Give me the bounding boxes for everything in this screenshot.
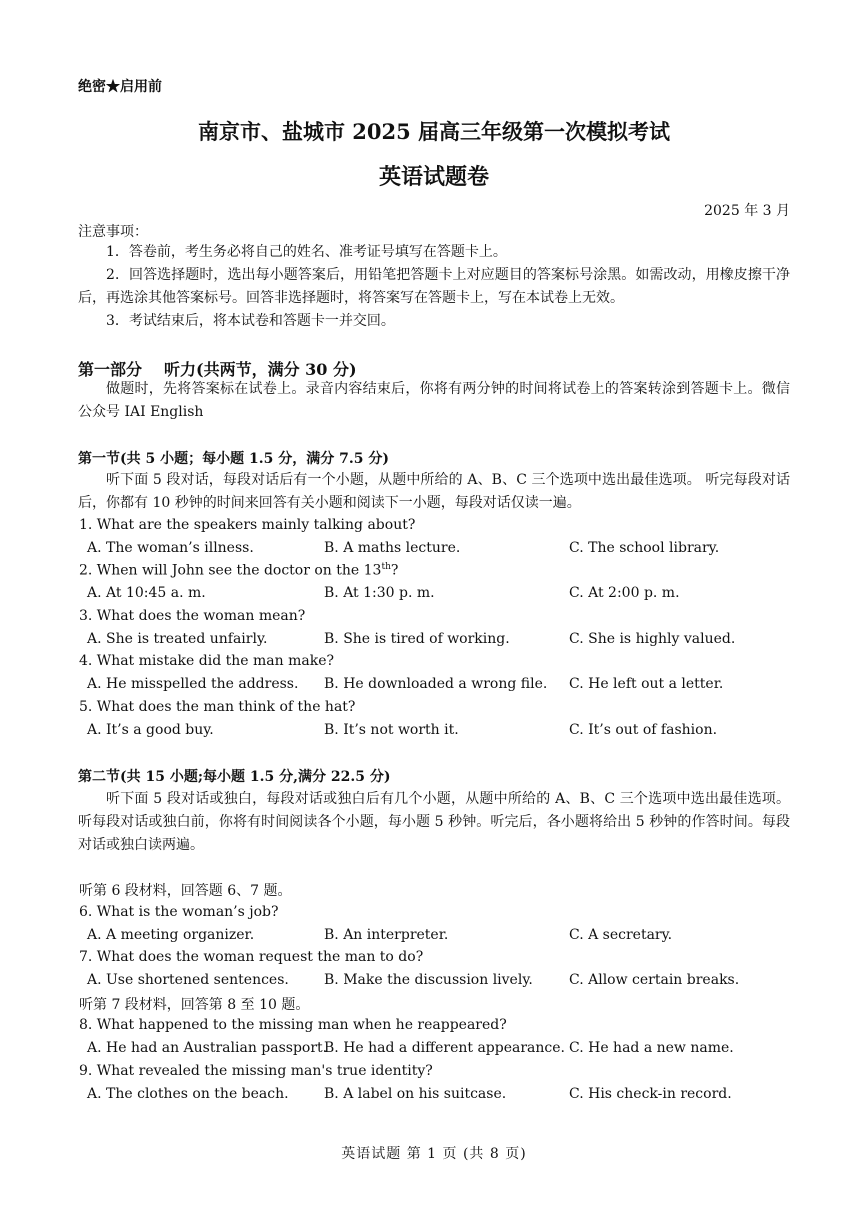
question-1: 1. What are the speakers mainly talking about? [79,517,416,533]
q1-option-a: A. The woman’s illness. [87,540,254,556]
part1-title-rest: 听力(共两节，满分 30 分) [164,360,357,379]
exam-subtitle: 英语试题卷 [378,164,489,190]
exam-date: 2025 年 3 月 [704,203,790,219]
q8-option-a: A. He had an Australian passport. [87,1040,328,1056]
note-item-1: 1．答卷前，考生务必将自己的姓名、准考证号填写在答题卡上。 [106,244,507,260]
question-4: 4. What mistake did the man make? [79,653,334,669]
q9-option-a: A. The clothes on the beach. [87,1086,289,1102]
question-8: 8. What happened to the missing man when he reappeared? [79,1017,507,1033]
section1-heading: 第一节(共 5 小题；每小题 1.5 分，满分 7.5 分) [78,451,389,467]
q7-option-b: B. Make the discussion lively. [324,972,533,988]
q6-option-a: A. A meeting organizer. [87,927,255,943]
part1-intro: 做题时，先将答案标在试卷上。录音内容结束后，你将有两分钟的时间将试卷上的答案转涂到答题卡上。微信公众号 IAI English [78,381,790,420]
question-7: 7. What does the woman request the man to do? [79,949,424,965]
note-item-3: 3．考试结束后，将本试卷和答题卡一并交回。 [106,313,395,329]
section2-heading: 第二节(共 15 小题;每小题 1.5 分,满分 22.5 分) [78,769,391,785]
page-footer: 英语试题 第 1 页 (共 8 页) [341,1146,527,1162]
q1-option-b: B. A maths lecture. [324,540,461,556]
q4-option-c: C. He left out a letter. [569,676,724,692]
q6-option-b: B. An interpreter. [324,927,449,943]
material-7-instruction: 听第 7 段材料，回答第 8 至 10 题。 [79,997,310,1013]
material-6-instruction: 听第 6 段材料，回答题 6、7 题。 [79,883,292,899]
q9-option-c: C. His check-in record. [569,1086,732,1102]
question-5: 5. What does the man think of the hat? [79,699,356,715]
section2-intro: 听下面 5 段对话或独白，每段对话或独白后有几个小题，从题中所给的 A、B、C 三个选项中选出最佳选项。听每段对话或独白前，你将有时间阅读各个小题，每小题 5 秒钟。听完后，各小题将给出 5 秒钟的作答时间。每段对话或独白读两遍。 [78,791,790,853]
note-item-2: 2．回答选择题时，选出每小题答案后，用铅笔把答题卡上对应题目的答案标号涂黑。如需改动，用橡皮擦干净后，再选涂其他答案标号。回答非选择题时，将答案写在答题卡上，写在本试卷上无效。 [78,267,790,306]
question-3: 3. What does the woman mean? [79,608,306,624]
q4-option-b: B. He downloaded a wrong file. [324,676,548,692]
q2-option-c: C. At 2:00 p. m. [569,585,680,601]
question-2-text: 2. When will John see the doctor on the 13 [79,562,382,579]
q5-option-c: C. It’s out of fashion. [569,722,718,738]
q7-option-a: A. Use shortened sentences. [87,972,289,988]
q5-option-a: A. It’s a good buy. [87,722,214,738]
q7-option-c: C. Allow certain breaks. [569,972,740,988]
part1-heading [78,357,357,380]
question-9: 9. What revealed the missing man's true identity? [79,1063,433,1079]
q9-option-b: B. A label on his suitcase. [324,1086,507,1102]
section1-intro: 听下面 5 段对话，每段对话后有一个小题，从题中所给的 A、B、C 三个选项中选出最佳选项。 听完每段对话后，你都有 10 秒钟的时间来回答有关小题和阅读下一小题，每段对话仅读一遍。 [78,472,790,511]
notes-heading: 注意事项： [78,224,148,240]
q2-option-a: A. At 10:45 a. m. [87,585,206,601]
q3-option-b: B. She is tired of working. [324,631,510,647]
question-6: 6. What is the woman’s job? [79,904,279,920]
q8-option-b: B. He had a different appearance. [324,1040,565,1056]
q4-option-a: A. He misspelled the address. [87,676,299,692]
question-2-sup: th [381,562,391,572]
q1-option-c: C. The school library. [569,540,720,556]
part1-title: 第一部分 [78,360,143,379]
q3-option-c: C. She is highly valued. [569,631,736,647]
q2-option-b: B. At 1:30 p. m. [324,585,435,601]
question-2-end: ? [390,562,399,579]
exam-title: 南京市、盐城市 2025 届高三年级第一次模拟考试 [197,119,671,144]
q6-option-c: C. A secretary. [569,927,673,943]
question-2 [79,562,398,579]
q5-option-b: B. It’s not worth it. [324,722,459,738]
q8-option-c: C. He had a new name. [569,1040,734,1056]
q3-option-a: A. She is treated unfairly. [87,631,268,647]
confidential-label: 绝密★启用前 [78,79,162,95]
